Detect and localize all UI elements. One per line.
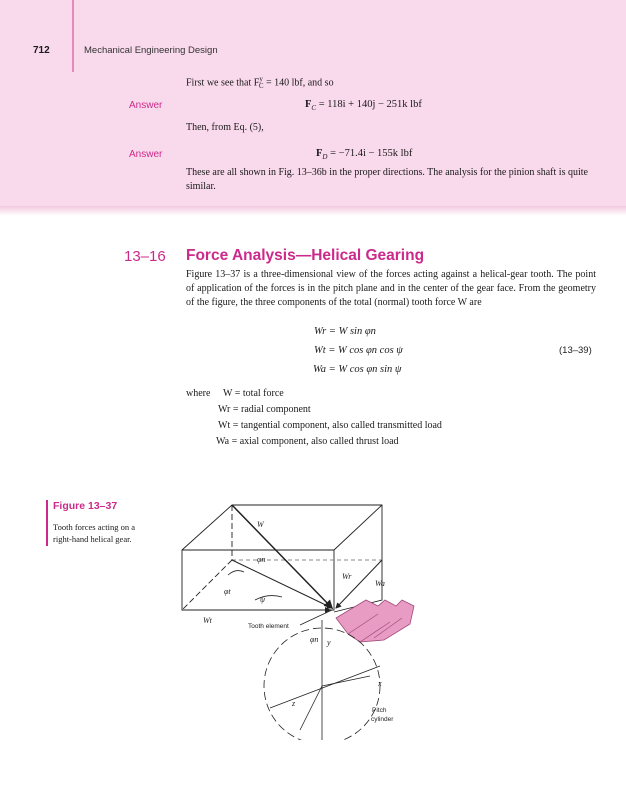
label-wt: Wt bbox=[203, 616, 212, 625]
answer-label-1: Answer bbox=[129, 100, 163, 111]
equation-number: (13–39) bbox=[559, 345, 592, 356]
equation-fd: $F_D = -71.4i - 155k$ lbf bbox=[316, 148, 413, 162]
section-title: Force Analysis—Helical Gearing bbox=[186, 247, 425, 264]
label-cylinder: cylinder bbox=[371, 716, 394, 723]
page-number: 712 bbox=[33, 45, 50, 56]
figure-caption: Tooth forces acting on a right-hand helical gear. bbox=[53, 522, 136, 544]
label-phi-t: φt bbox=[224, 587, 231, 596]
vector-w bbox=[232, 505, 332, 608]
label-phi-n: φn bbox=[257, 555, 266, 564]
band-shadow bbox=[0, 206, 626, 216]
vector-wt-proj bbox=[232, 560, 332, 608]
definition-w: W = total force bbox=[223, 388, 284, 399]
section-number: 13–16 bbox=[124, 248, 166, 265]
label-wr: Wr bbox=[342, 572, 352, 581]
solution-line-2: Then, from Eq. (5), bbox=[186, 122, 264, 133]
label-y: y bbox=[327, 638, 331, 647]
label-phi-n-lower: φn bbox=[310, 635, 319, 644]
header-rule bbox=[72, 0, 74, 72]
label-z: z bbox=[292, 699, 296, 708]
running-head: Mechanical Engineering Design bbox=[84, 45, 218, 56]
definition-wt: Wt = tangential component, also called transmitted load bbox=[218, 420, 442, 431]
force-box bbox=[182, 505, 382, 612]
label-tooth-element: Tooth element bbox=[248, 623, 289, 630]
equation-wa: Wa = W cos φn sin ψ bbox=[313, 364, 402, 375]
equation-fc: $F_C = 118i + 140j - 251k$ lbf bbox=[305, 99, 422, 113]
where-word: where bbox=[186, 388, 211, 399]
section-paragraph: Figure 13–37 is a three-dimensional view of the forces acting against a helical-gear tooth. The point of application of the forces is in the pitch plane and in the center of the gear face. From the geometry of the figure, the three components of the total (normal) tooth force W are bbox=[186, 269, 596, 308]
label-w: W bbox=[257, 520, 264, 529]
definition-wr: Wr = radial component bbox=[218, 404, 311, 415]
force-vectors bbox=[182, 505, 382, 610]
solution-line-1: First we see that $F^y_C = 140$ lbf, and so bbox=[186, 75, 334, 91]
label-pitch: Pitch bbox=[372, 707, 387, 714]
helical-gear-force-diagram bbox=[170, 500, 430, 740]
label-wa: Wa bbox=[375, 579, 385, 588]
answer-label-2: Answer bbox=[129, 149, 163, 160]
tooth-element bbox=[336, 600, 414, 642]
label-x: x bbox=[378, 679, 382, 688]
tooth-element-leader bbox=[300, 610, 332, 625]
figure-accent-bar bbox=[46, 500, 48, 546]
figure-label: Figure 13–37 bbox=[53, 500, 118, 512]
label-psi: ψ bbox=[260, 595, 265, 604]
solution-line-3: These are all shown in Fig. 13–36b in the proper directions. The analysis for the pinion shaft is quite similar. bbox=[186, 167, 588, 192]
equation-wt: Wt = W cos φn cos ψ bbox=[314, 345, 403, 356]
equation-wr: Wr = W sin φn bbox=[314, 326, 376, 337]
angle-phi-t bbox=[228, 571, 244, 575]
definition-wa: Wa = axial component, also called thrust load bbox=[216, 436, 399, 447]
